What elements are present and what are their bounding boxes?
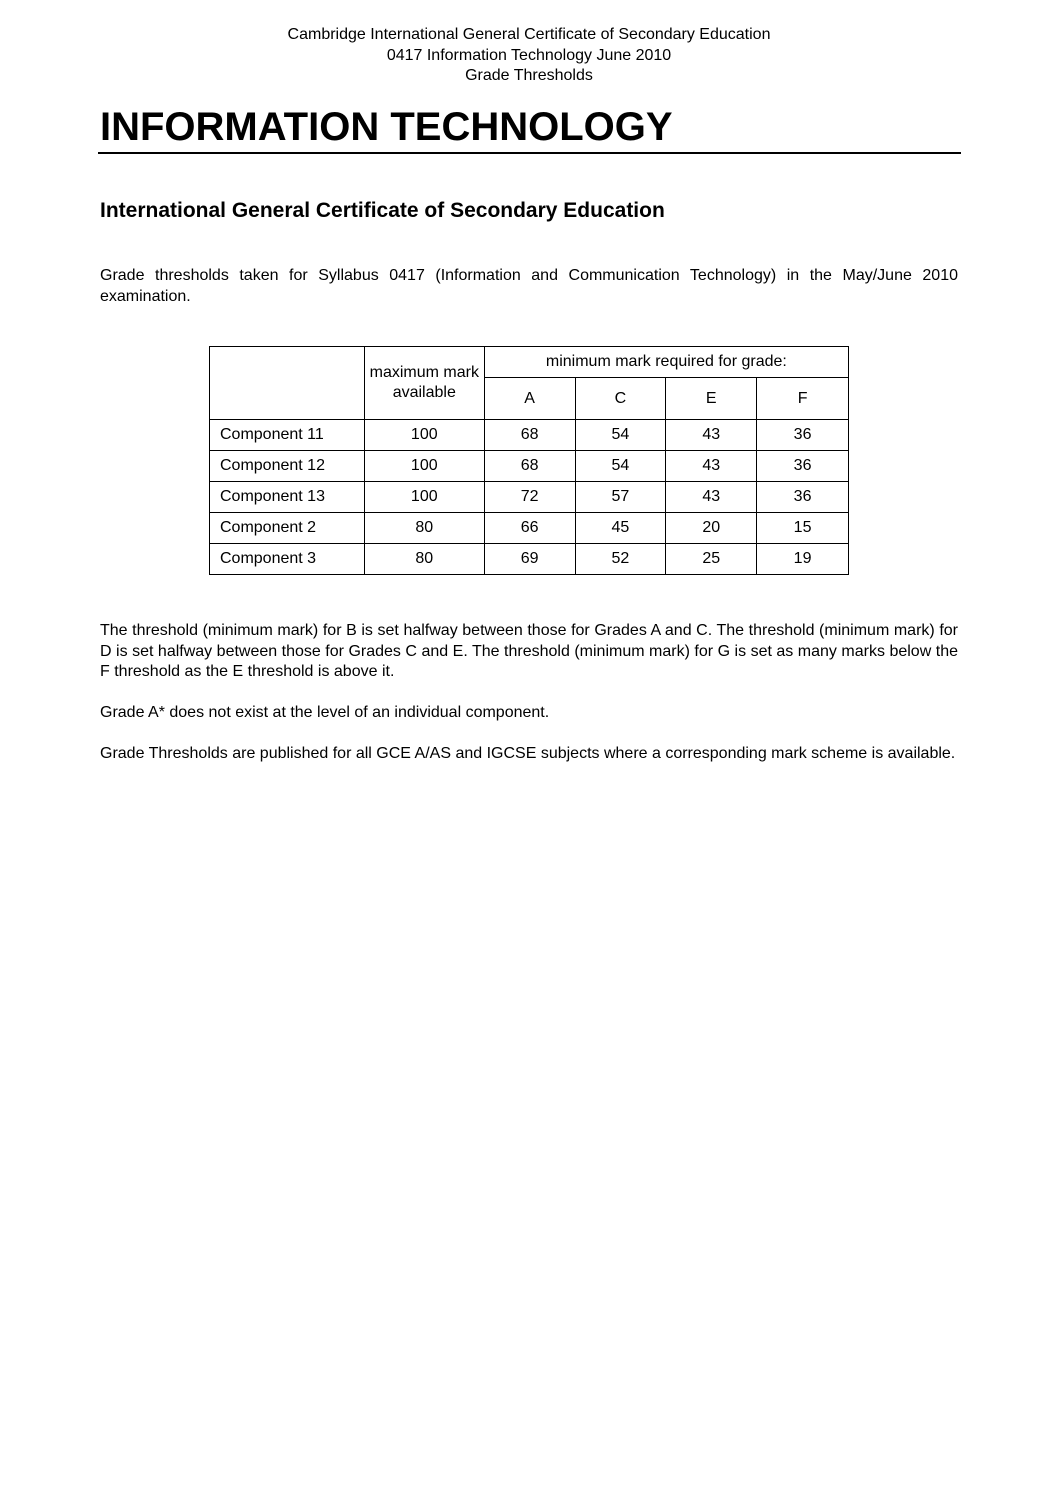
grade-e-mark: 20 [666, 513, 757, 544]
note-paragraph-a-star: Grade A* does not exist at the level of an individual component. [100, 704, 550, 721]
grade-c-mark: 57 [575, 482, 666, 513]
grade-f-mark: 19 [757, 544, 849, 575]
document-header [0, 25, 1058, 87]
table-row [210, 513, 849, 544]
header-line-3: Grade Thresholds [465, 67, 593, 84]
max-mark: 80 [364, 513, 484, 544]
table-row [210, 544, 849, 575]
note-paragraph-thresholds: The threshold (minimum mark) for B is set halfway between those for Grades A and C. The threshold (minimum mark) for D is set halfway between those for Grades C and E. The threshold (minimum mark) for G is set as many marks below the F threshold as the E threshold is above it. [100, 622, 958, 680]
grade-e-mark: 43 [666, 482, 757, 513]
component-name: Component 2 [210, 513, 365, 544]
grade-f-mark: 36 [757, 482, 849, 513]
component-name: Component 12 [210, 451, 365, 482]
grade-f-mark: 36 [757, 420, 849, 451]
grade-c-mark: 54 [575, 420, 666, 451]
max-mark: 80 [364, 544, 484, 575]
component-name: Component 11 [210, 420, 365, 451]
title-divider [98, 152, 961, 154]
grade-e-mark: 43 [666, 451, 757, 482]
grade-a-mark: 72 [484, 482, 575, 513]
component-name: Component 13 [210, 482, 365, 513]
table-corner-cell [210, 347, 365, 420]
grade-a-mark: 68 [484, 420, 575, 451]
max-mark: 100 [364, 482, 484, 513]
grade-header-a: A [484, 378, 575, 420]
grade-f-mark: 36 [757, 451, 849, 482]
table-row [210, 482, 849, 513]
max-mark: 100 [364, 451, 484, 482]
note-paragraph-publication: Grade Thresholds are published for all GCE A/AS and IGCSE subjects where a corresponding mark scheme is available. [100, 745, 956, 762]
min-mark-header: minimum mark required for grade: [484, 347, 848, 378]
grade-header-e: E [666, 378, 757, 420]
header-line-2: 0417 Information Technology June 2010 [386, 46, 672, 64]
grade-e-mark: 43 [666, 420, 757, 451]
page-subtitle: International General Certificate of Secondary Education [100, 199, 665, 222]
table-row [210, 451, 849, 482]
header-line-1: Cambridge International General Certificate of Secondary Education [287, 26, 771, 43]
grade-header-f: F [757, 378, 849, 420]
intro-paragraph: Grade thresholds taken for Syllabus 0417 (Information and Communication Technology) in the May/June 2010 examination. [100, 267, 958, 305]
grade-a-mark: 66 [484, 513, 575, 544]
grade-c-mark: 54 [575, 451, 666, 482]
grade-thresholds-table [209, 346, 849, 575]
component-name: Component 3 [210, 544, 365, 575]
max-mark-header: maximum mark available [364, 347, 484, 420]
grade-c-mark: 45 [575, 513, 666, 544]
grade-a-mark: 68 [484, 451, 575, 482]
grade-e-mark: 25 [666, 544, 757, 575]
grade-c-mark: 52 [575, 544, 666, 575]
grade-f-mark: 15 [757, 513, 849, 544]
table-row [210, 420, 849, 451]
grade-header-c: C [575, 378, 666, 420]
page-title: INFORMATION TECHNOLOGY [100, 105, 673, 149]
notes-section [100, 621, 958, 785]
grade-a-mark: 69 [484, 544, 575, 575]
max-mark: 100 [364, 420, 484, 451]
